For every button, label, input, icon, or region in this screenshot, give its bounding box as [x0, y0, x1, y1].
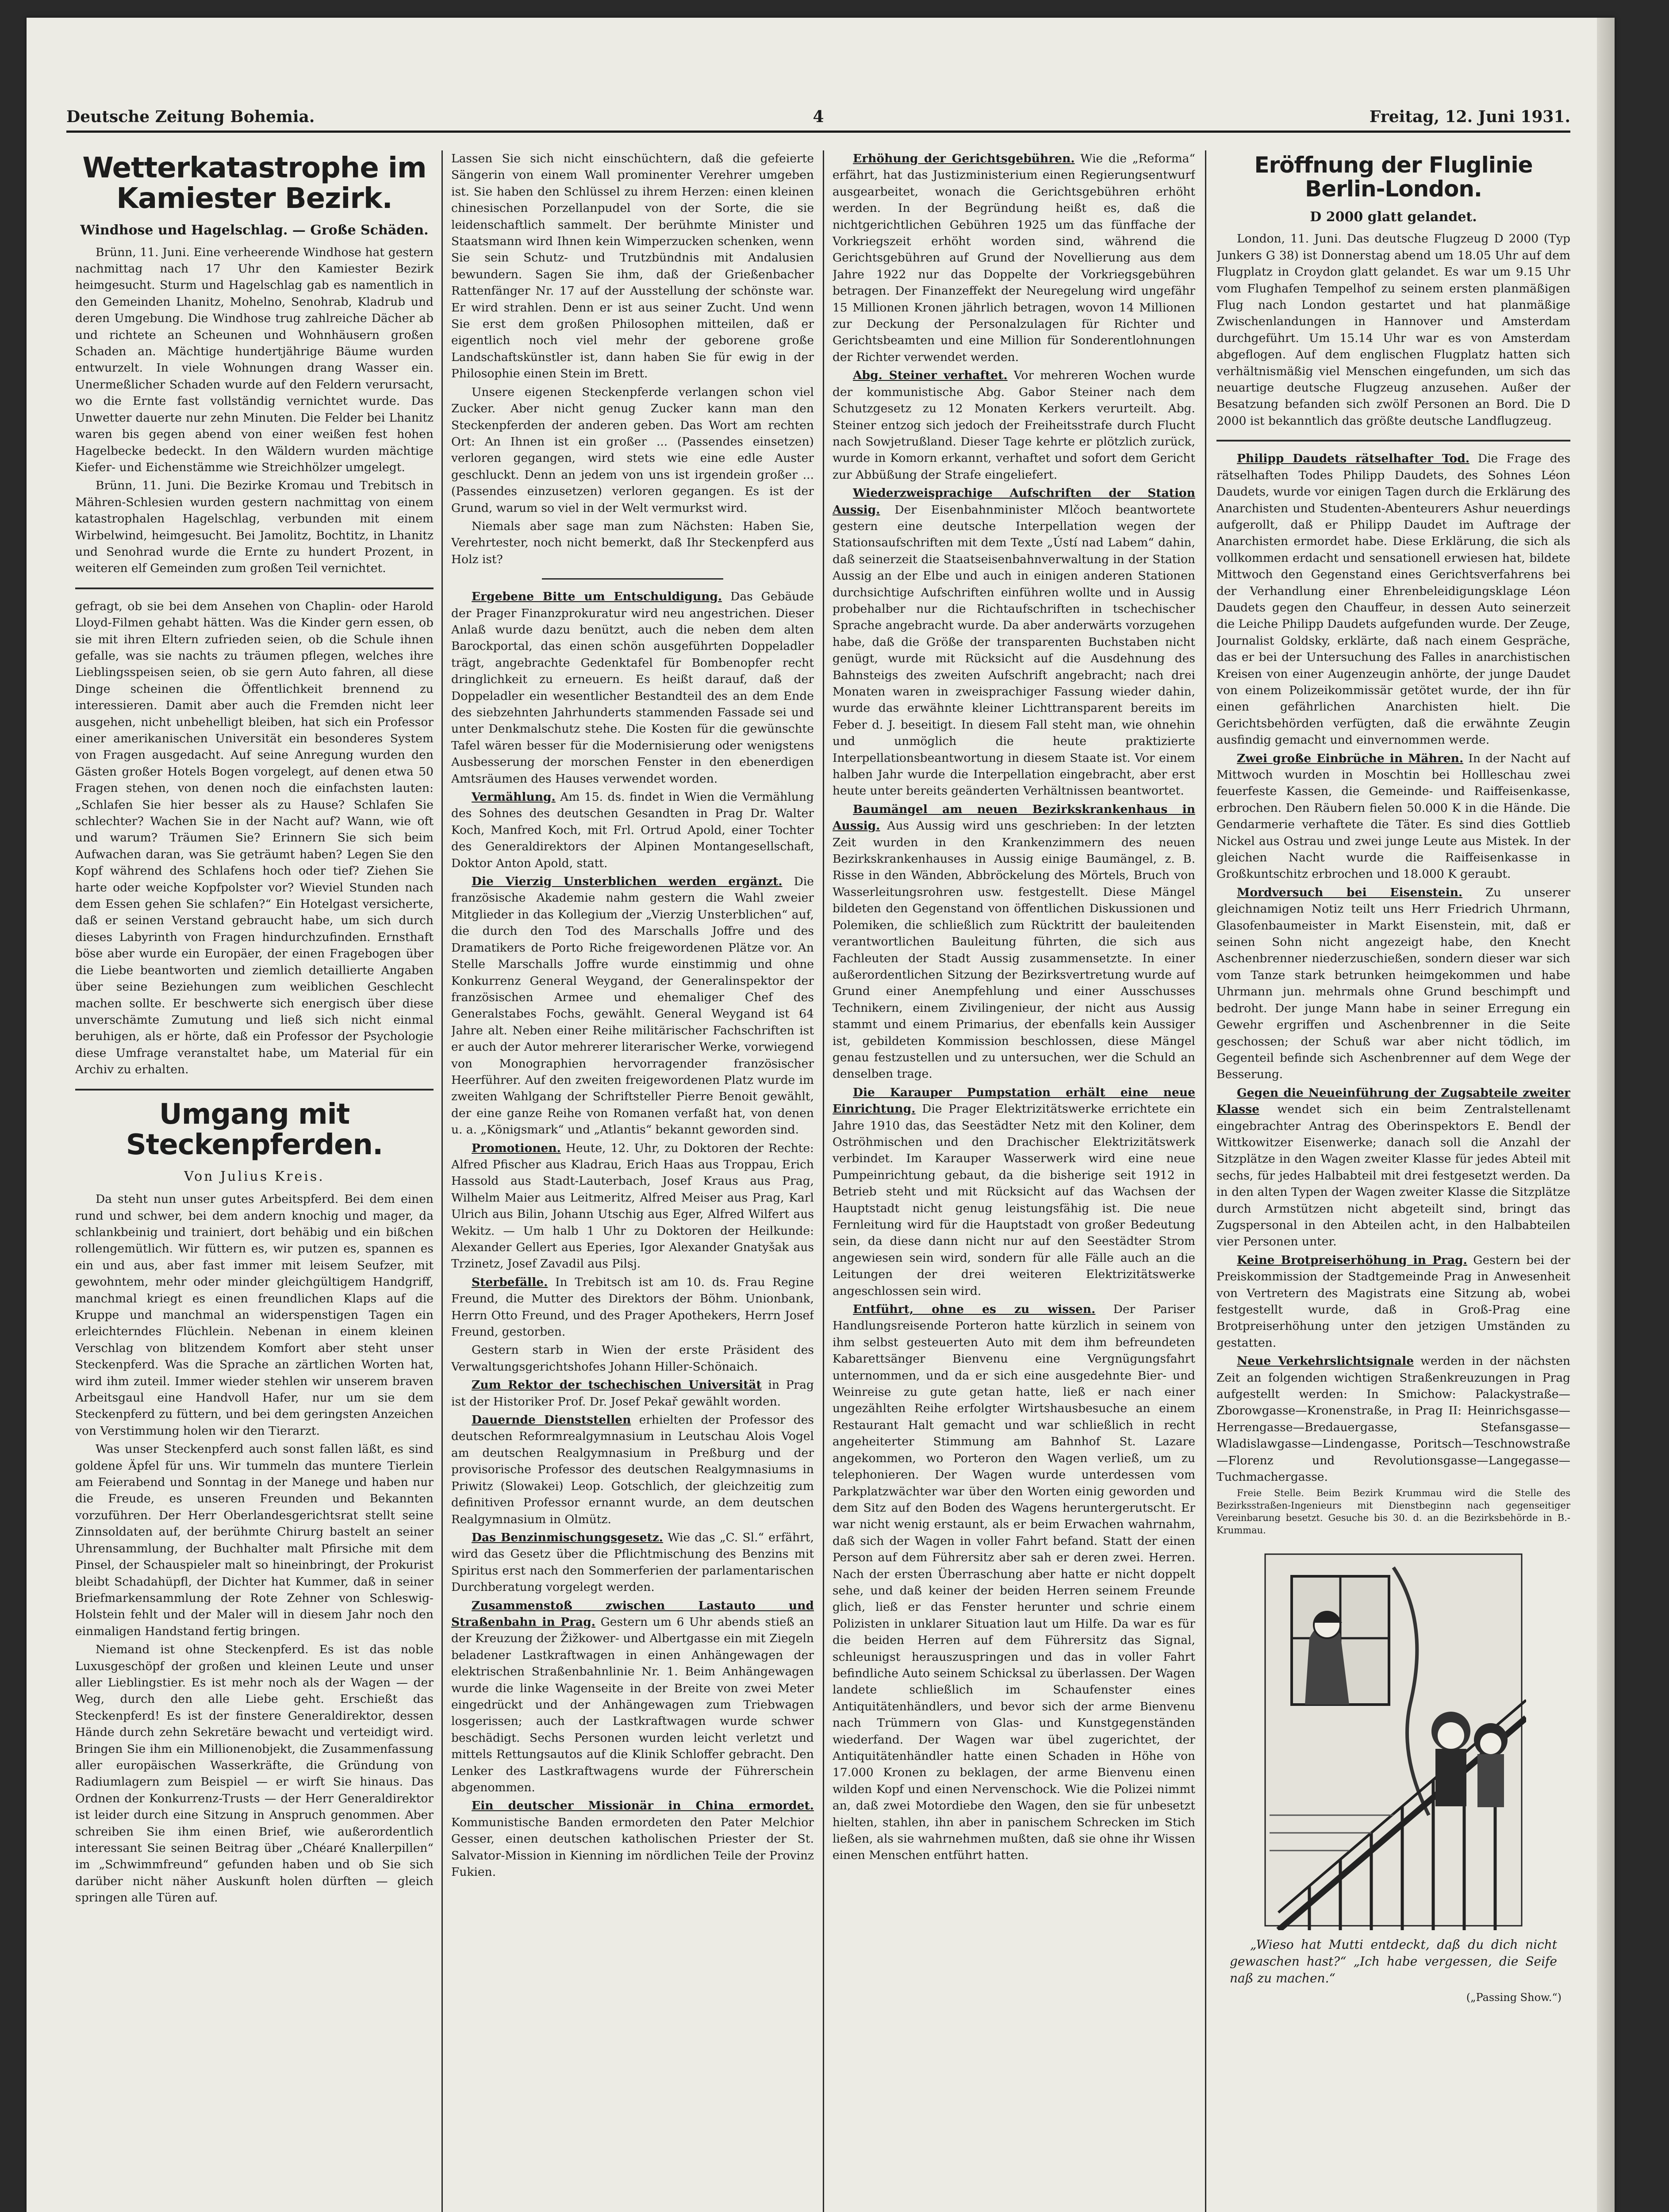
cartoon-credit: („Passing Show.“) — [1466, 1991, 1562, 2004]
news-item-body: werden in der nächsten Zeit an folgenden wichtigen Straßenkreuzungen in Prag aufgestellt werden: In Smichow: Palackystraße—Zborowgasse—Kronenstraße, in Prag II: Heinrichsgasse—Herrengasse—Bredauergasse, Stefansgasse—Wladislawgasse—Lindengasse, Poritsch—Teschnowstraße—Florenz und Revolutionsgasse—Langegasse—Tuchmachergasse. — [1216, 1354, 1570, 1484]
news-item-body: Wie das „C. Sl.“ erfährt, wird das Gesetz über die Pflichtmischung des Benzins mit Spiritus erst nach den Sommerferien der parlamentarischen Durchberatung vorgelegt werden. — [451, 1530, 814, 1594]
news-item-title: Mordversuch bei Eisenstein. — [1237, 885, 1463, 899]
news-item-title: Die Karauper Pumpstation erhält eine neue Einrichtung. — [833, 1085, 1195, 1116]
cartoon-caption: „Wieso hat Mutti entdeckt, daß du dich nicht gewaschen hast?“ „Ich habe vergessen, die Seife naß zu machen.“ — [1230, 1937, 1557, 1986]
news-item-title: Sterbefälle. — [472, 1275, 548, 1289]
news-item-body: Am 15. ds. findet in Wien die Vermählung des Sohnes des deutschen Gesandten in Prag Dr. Walter Koch, Manfred Koch, mit Frl. Ortrud Apold, einer Tochter des Generaldirektors der Alpinen Montangesellschaft, Doktor Anton Apold, statt. — [451, 790, 814, 870]
news-item — [833, 801, 1195, 1083]
news-item — [1216, 750, 1570, 883]
news-item — [1216, 1353, 1570, 1485]
column-3 — [833, 150, 1195, 2212]
news-item-title: Gegen die Neueinführung der Zugsabteile zweiter Klasse — [1216, 1086, 1570, 1117]
page-edge — [1597, 18, 1615, 2212]
subheadline-flight: D 2000 glatt gelandet. — [1310, 209, 1477, 225]
column-rule — [823, 150, 824, 2212]
news-item — [1216, 450, 1570, 748]
news-item-body: Kommunistische Banden ermordeten den Pater Melchior Gesser, einen deutschen katholischen Priester der St. Salvator-Mission in Kienning im nördlichen Teile der Provinz Fukien. — [451, 1815, 814, 1879]
news-item — [451, 588, 814, 787]
news-item — [1216, 884, 1570, 1083]
article-paragraph: Was unser Steckenpferd auch sonst fallen läßt, es sind goldene Äpfel für uns. Wir tummeln das muntere Tierlein am Feierabend und Sonntag in der Manege und haben nur die Freude, es unseren Freunden und Bekannten vorzuführen. Der Herr Oberlandesgerichtsrat stellt seine Zinnsoldaten auf, der berühmte Chirurg bastelt an seiner Uhrensammlung, der Buchhalter malt Pfirsiche mit dem Pinsel, der Schauspieler malt so hineinbringt, der Prokurist bleibt Schadahüpfl, der Dichter hat Kummer, daß in seiner Briefmarkensammlung der Rote Zehner von Schleswig-Holstein fehlt und der Maler will in diesem Jahr noch den einmaligen Handstand fertig bringen. — [75, 1442, 434, 1638]
news-item-body: Vor mehreren Wochen wurde der kommunistische Abg. Gabor Steiner nach dem Schutzgesetz zu 12 Monaten Kerkers verurteilt. Abg. Steiner entzog sich jedoch der Freiheitsstrafe durch Flucht nach Sowjetrußland. Dieser Tage kehrte er plötzlich zurück, wurde in Komorn erkannt, verhaftet und sofort dem Gericht zur Abbüßung der Strafe eingeliefert. — [833, 369, 1195, 482]
headline-flight: Eröffnung der Fluglinie Berlin-London. — [1254, 152, 1533, 202]
news-item — [833, 367, 1195, 483]
news-item — [451, 1797, 814, 1880]
news-item-title: Das Benzinmischungsgesetz. — [472, 1530, 664, 1544]
article-paragraph: Niemand ist ohne Steckenpferd. Es ist das noble Luxusgeschöpf der großen und kleinen Leute und unser aller Lieblingstier. Es ist mehr noch als der Wagen — der Weg, durch den alle Liebe geht. Erschießt das Steckenpferd! Es ist der finstere Generaldirektor, dessen Hände durch zehn Sekretäre bewacht und verteidigt wird. Bringen Sie ihm ein Millionenobjekt, die Zusammenfassung aller europäischen Wasserkräfte, die Gründung von Radiumlagern zum Beispiel — er wirft Sie hinaus. Das Ordnen der Konkurrenz-Trusts — der Herr Generaldirektor ist leider durch eine Sitzung in Anspruch genommen. Aber schreiben Sie ihm einen Brief, wie außerordentlich interessant Sie seinen Beitrag über „Chéaré Knallerpillen“ im „Schwimmfreund“ gefunden haben und ob Sie sich darüber nicht näher Auskunft holen dürften — gleich springen alle Türen auf. — [75, 1643, 434, 1905]
news-item-body: Aus Aussig wird uns geschrieben: In der letzten Zeit wurden in den Krankenzimmern des neuen Bezirkskrankenhauses in Aussig einige Baumängel, z. B. Risse in den Wänden, Abbröckelung des Mörtels, Bruch von Wasserleitungsrohren usw. festgestellt. Diese Mängel bildeten den Gegenstand von öffentlichen Diskussionen und Polemiken, die schließlich zum Rücktritt der bauleitenden verantwortlichen Bauleitung führten, die sich aus Fachleuten der Stadt Aussig zusammensetzte. In einer außerordentlichen Sitzung der Bezirksvertretung wurde auf Grund einer Anempfehlung und einer Ausschusses Technikern, einem Zivilingenieur, der nicht aus Aussig stammt und einem Primarius, der ebenfalls kein Aussiger ist, gebildeten Kommission beschlossen, diese Mängel genau festzustellen und zu untersuchen, wer die Schuld an denselben trage. — [833, 819, 1195, 1081]
news-item-body: Die Prager Elektrizitätswerke errichtete ein Jahre 1910 das, das Seestädter Netz mit den Koliner, dem Oströhmischen und den Drachischer Elektrizitätswerk verbindet. Im Karauper Wasserwerk wird eine neue Pumpeinrichtung gebaut, da die bisherige seit 1912 in Betrieb steht und mit Rücksicht auf das Wachsen der Hauptstadt nicht genug leistungsfähig ist. Die neue Fernleitung wird für die Hauptstadt von großer Bedeutung sein, da diese dann nicht nur auf den Seestädter Strom angewiesen sein wird, sondern für alle Fälle auch an die Leitungen der drei weiteren Elektrizitätswerke angeschlossen sein wird. — [833, 1102, 1195, 1298]
headline-hobbyhorses: Umgang mit Steckenpferden. — [126, 1098, 383, 1161]
news-item-title: Vermählung. — [472, 790, 556, 804]
article-divider — [75, 1089, 434, 1091]
news-item-title: Promotionen. — [472, 1141, 561, 1155]
news-item-body: in Prag ist der Historiker Prof. Dr. Josef Pekař gewählt worden. — [451, 1378, 814, 1409]
news-item — [1216, 1252, 1570, 1351]
news-item — [451, 789, 814, 872]
news-item — [451, 1529, 814, 1596]
news-item-title: Keine Brotpreiserhöhung in Prag. — [1237, 1253, 1467, 1267]
article-paragraph: Brünn, 11. Juni. Eine verheerende Windhose hat gestern nachmittag nach 17 Uhr den Kamiester Bezirk heimgesucht. Sturm und Hagelschlag gab es namentlich in den Gemeinden Lhanitz, Mohelno, Senohrab, Kladrub und deren Umgebung. Die Windhose trug zahlreiche Dächer ab und richtete an Scheunen und Wohnhäusern großen Schaden an. Mächtige hundertjährige Bäume wurden entwurzelt. In viele Wohnungen drang Wasser ein. Unermeßlicher Schaden wurde auf den Feldern verursacht, wo die Ernte fast vollständig vernichtet wurde. Das Unwetter dauerte nur zehn Minuten. Die Felder bei Lhanitz waren bis gegen abend von einer weißen fest hohen Hagelbecke bedeckt. In den Wäldern wurden mächtige Kiefer- und Eichenstämme wie Streichhölzer umgelegt. — [75, 245, 434, 474]
news-item — [451, 1377, 814, 1410]
page-number: 4 — [813, 108, 824, 126]
article-paragraph: Brünn, 11. Juni. Die Bezirke Kromau und Trebitsch in Mähren-Schlesien wurden gestern nachmittag von einem katastrophalen Hagelschlag, verbunden mit einem Wirbelwind, heimgesucht. Bei Jamolitz, Bochtitz, in Lhanitz und Senohrad wurde die Ernte zu hundert Prozent, in weiteren elf Gemeinden zum großen Teil vernichtet. — [75, 479, 434, 576]
column-4 — [1216, 150, 1570, 2212]
column-rule — [1205, 150, 1206, 2212]
column-2 — [451, 150, 814, 2212]
news-item — [451, 1274, 814, 1340]
news-item-body: erhielten der Professor des deutschen Reformrealgymnasium in Leutschau Alois Vogel am deutschen Realgymnasium in Preßburg und der provisorische Professor des deutschen Realgymnasiums in Priwitz (Slowakei) Leop. Gotschlich, der gleichzeitig zum definitiven Professor ernannt wurde, an dem deutschen Realgymnasium in Olmütz. — [451, 1413, 814, 1526]
headline-weather: Wetterkatastrophe im Kamiester Bezirk. — [82, 152, 426, 215]
news-item-title: Dauernde Dienststellen — [472, 1413, 631, 1427]
classified-notice: Freie Stelle. Beim Bezirk Krummau wird die Stelle des Bezirksstraßen-Ingenieurs mit Dienstbeginn nach gegenseitiger Vereinbarung besetzt. Gesuche bis 30. d. an die Bezirksbehörde in B.-Krummau. — [1216, 1488, 1570, 1536]
masthead-line — [66, 102, 1570, 133]
news-item-title: Baumängel am neuen Bezirkskrankenhaus in Aussig. — [833, 802, 1195, 833]
byline: Von Julius Kreis. — [184, 1168, 325, 1184]
news-item-body: Zu unserer gleichnamigen Notiz teilt uns Herr Friedrich Uhrmann, Glasofenbaumeister in Markt Eisenstein, mit, daß er seinen Sohn nicht angezeigt habe, den Knecht Aschenbrenner niederzuschießen, sondern dieser war sich vom Tanze stark betrunken heimgekommen und habe Uhrmann jun. mehrmals ohne Grund beschimpft und bedroht. Der junge Mann habe in seiner Erregung ein Gewehr ergriffen und Aschenbrenner in die Seite geschossen; der Schuß war aber nicht tödlich, im Gegenteil befinde sich Aschenbrenner auf dem Wege der Besserung. — [1216, 885, 1570, 1082]
article-paragraph: London, 11. Juni. Das deutsche Flugzeug D 2000 (Typ Junkers G 38) ist Donnerstag abend um 18.05 Uhr auf dem Flugplatz in Croydon glatt gelandet. Es war um 9.15 Uhr vom Flughafen Tempelhof zu seinem ersten planmäßigen Flug nach London gestartet und hat planmäßige Zwischenlandungen in Hannover und Amsterdam durchgeführt. Um 15.14 Uhr war es von Amsterdam abgeflogen. Auf dem englischen Flugplatz hatten sich verhältnismäßig viel Menschen eingefunden, um sich das neuartige deutsche Flugzeug anzusehen. Außer der Besatzung befanden sich zwölf Personen an Bord. Die D 2000 ist bekanntlich das größte deutsche Landflugzeug. — [1216, 232, 1570, 428]
news-item-title: Die Vierzig Unsterblichen werden ergänzt. — [472, 875, 783, 889]
column-rule — [441, 150, 443, 2212]
issue-date: Freitag, 12. Juni 1931. — [1369, 108, 1570, 126]
news-item — [451, 1140, 814, 1272]
news-item — [451, 1598, 814, 1796]
news-item-body: Der Eisenbahnminister Mlčoch beantwortete gestern eine deutsche Interpellation wegen der Stationsaufschriften mit dem Texte „Ústí nad Labem“ dahin, daß seinerzeit die Staatseisenbahnverwaltung in der Station Aussig an der Elbe und auch in einigen anderen Stationen durchsichtige Aufschriften einführen wollte und in Aussig probehalber nur die Richtaufschriften in tschechischer Sprache angebracht wurde. Da aber anderwärts vorzugehen habe, daß die Größe der transparenten Buchstaben nicht genügt, wurde mit Rücksicht auf die Ausdehnung des Bahnsteigs des zweiten Aufschrift angebracht; nach drei Monaten waren in zweisprachiger Fassung wieder dahin, wurde das erwähnte kleiner Lichttransparent bereits im Feber d. J. beseitigt. In diesem Fall steht man, wie ohnehin und unmöglich die heute praktizierte Interpellationsbeantwortung in diesem Staate ist. Vor einem halben Jahr wurde die Interpellation eingebracht, aber erst heute unter bereits geänderten Verhältnissen beantwortet. — [833, 503, 1195, 798]
cartoon-illustration — [1261, 1550, 1526, 1930]
article-divider — [75, 588, 434, 589]
news-item-title: Zusammenstoß zwischen Lastauto und Straßenbahn in Prag. — [451, 1598, 814, 1629]
article-paragraph: Lassen Sie sich nicht einschüchtern, daß die gefeierte Sängerin von einem Wall prominenter Verehrer umgeben ist. Sie haben den Schlüssel zu ihrem Herzen: einen kleinen chinesischen Porzellanpudel von der Sorte, die sie leidenschaftlich sammelt. Der berühmte Minister und Staatsmann wird Ihnen kein Wimperzucken schenken, wenn Sie sein Schutz- und Trutzbündnis mit Andalusien bewundern. Sagen Sie ihm, daß der Grießenbacher Rattenfänger Nr. 17 auf der Ausstellung der schönste war. Er wird strahlen. Denn er ist aus seiner Zucht. Und wenn Sie erst dem großen Philosophen mitteilen, daß er eigentlich noch viel mehr der geborene große Landschaftskünstler ist, dann haben Sie für ewig in der Philosophie einen Stein im Brett. — [451, 152, 814, 381]
news-item-title: Neue Verkehrslichtsignale — [1237, 1354, 1414, 1368]
news-item-body: Wie die „Reforma“ erfährt, hat das Justizministerium einen Regierungsentwurf ausgearbeitet, wonach die Gerichtsgebühren erhöht werden. In der Begründung heißt es, daß die nichtgerichtlichen Gebühren 1925 um das fünffache der Vorkriegszeit erhöht worden sind, während die Gerichtsgebühren auf Grund der Novellierung aus dem Jahre 1922 nur das Doppelte der Vorkriegsgebühren betragen. Der Finanzeffekt der Neuregelung wird ungefähr 15 Millionen Kronen jährlich betragen, wovon 14 Millionen zur Deckung der Personalzulagen für Richter und Gerichtsbeamten und eine Million für Sonderentlohnungen der Richter verwendet werden. — [833, 152, 1195, 364]
news-item-body: Gestern bei der Preiskommission der Stadtgemeinde Prag in Anwesenheit von Vertretern des Magistrats eine Sitzung ab, wobei festgestellt wurde, daß in Groß-Prag eine Brotpreiserhöhung unter den jetzigen Umständen zu gestatten. — [1216, 1253, 1570, 1350]
article-divider — [1216, 440, 1570, 442]
news-item-body: wendet sich ein beim Zentralstellenamt eingebrachter Antrag des Oberinspektors E. Bendl der Wittkowitzer Eisenwerke; danach soll die Anzahl der Sitzplätze in den Wagen zweiter Klasse für jedes Abteil mit sechs, für jedes Halbabteil mit drei festgesetzt werden. Da in den alten Typen der Wagen zweiter Klasse die Sitzplätze durch Armstützen nicht abgeteilt sind, bringt das Zugspersonal in den Abteilen acht, in den Halbabteilen vier Personen unter. — [1216, 1102, 1570, 1249]
news-item-body: Heute, 12. Uhr, zu Doktoren der Rechte: Alfred Pfischer aus Kladrau, Erich Haas aus Troppau, Erich Hassold aus Stadt-Lauterbach, Josef Kraus aus Prag, Wilhelm Maier aus Leitmeritz, Alfred Meiser aus Prag, Karl Ulrich aus Bilin, Johann Utschig aus Eger, Alfred Wilfert aus Wekitz. — Um halb 1 Uhr zu Doktoren der Heilkunde: Alexander Gellert aus Eperies, Igor Alexander Gnatyšak aus Trzinetz, Josef Zavadil aus Pilsj. — [451, 1141, 814, 1271]
column-1 — [75, 150, 434, 2212]
news-item — [833, 485, 1195, 799]
news-item — [833, 150, 1195, 365]
news-item-title: Philipp Daudets rätselhafter Tod. — [1237, 452, 1469, 466]
news-item-title: Erhöhung der Gerichtsgebühren. — [853, 152, 1075, 165]
news-item-title: Abg. Steiner verhaftet. — [853, 369, 1008, 383]
article-paragraph: Da steht nun unser gutes Arbeitspferd. Bei dem einen rund und schwer, bei dem andern knochig und mager, da schlankbeinig und trainiert, dort behäbig und ein bißchen rollengemütlich. Wir füttern es, wir putzen es, spannen es ein und aus, aber fast immer mit leisem Seufzer, mit gewohntem, mehr oder minder gleichgültigem Handgriff, manchmal kriegt es einen freundlichen Klaps auf die Kruppe und manchmal an widerspenstigen Tagen ein erleichterndes Flüchlein. Nebenan in einem kleinen Verschlag von blitzendem Komfort aber steht unser Steckenpferd. Was die Sprache an zärtlichen Worten hat, wird ihm zuteil. Immer wieder stehlen wir unserem braven Arbeitsgaul eine Handvoll Hafer, nur um sie dem Steckenpferd zu füttern, und bei dem geringsten Anzeichen von Verstimmung holen wir den Tierarzt. — [75, 1192, 434, 1438]
news-item-title: Entführt, ohne es zu wissen. — [853, 1302, 1096, 1317]
news-item — [451, 873, 814, 1138]
news-item-title: Zum Rektor der tschechischen Universität — [472, 1378, 762, 1392]
news-item — [833, 1084, 1195, 1299]
news-item-title: Wiederzweisprachige Aufschriften der Station Aussig. — [833, 486, 1195, 517]
news-item-body: Der Pariser Handlungsreisende Porteron hatte kürzlich in seinem von ihm selbst gesteuerten Auto mit dem ihm befreundeten Kabarettsänger Bienvenu eine Vergnügungsfahrt unternommen, und da er sich eine ausgedehnte Bier- und Weinreise zu gute getan hatte, ließ er nach einer ungezählten Reihe erfolgter Wirtshausbesuche an einem Restaurant Halt gemacht und war schließlich in recht angeheiterter Stimmung am Bahnhof St. Lazare angekommen, wo Porteron den Wagen verließ, um zu telephonieren. Der Wagen wurde unterdessen vom Parkplatzwächter war über den Worten einig geworden und dem Sitz auf den Boden des Wagens heruntergerutscht. Er war nicht wenig erstaunt, als er beim Erwachen wahrnahm, daß sich der Wagen in voller Fahrt befand. Statt der einen Person auf dem Führersitz aber sah er deren zwei. Herren. Nach der ersten Überraschung aber hatte er nicht doppelt sehe, und daß keiner der beiden Herren seinem Freunde glich, ließ er das Fenster herunter und schrie einem Polizisten in unklarer Situation laut um Hilfe. Da war es für die beiden Herren auf dem Führersitz das Signal, schleunigst herauszuspringen und das in voller Fahrt befindliche Auto seinem Schicksal zu überlassen. Der Wagen landete schließlich im Schaufenster eines Antiquitätenhändlers, und bevor sich der arme Bienvenu nach Trümmern von Glas- und Kunstgegenständen wiederfand. Der Wagen war übel zugerichtet, der Antiquitätenhändler hatte einen Schaden in Höhe von 17.000 Kronen zu beklagen, der arme Bienvenu einen wilden Kopf und einen Nervenschock. Wie die Polizei nimmt an, daß zwei Motordiebe den Wagen, den sie für unbesetzt hielten, stahlen, ihn aber in panischem Schrecken im Stich ließen, als sie wahrnehmen mußten, daß sie ohne ihr Wissen einen Menschen entführt hatten. — [833, 1302, 1195, 1863]
news-item-title: Ergebene Bitte um Entschuldigung. — [472, 590, 722, 604]
article-paragraph: gefragt, ob sie bei dem Ansehen von Chaplin- oder Harold Lloyd-Filmen gehabt hätten. Was die Kinder gern essen, ob sie mit ihren Eltern zufrieden seien, ob die Schule ihnen gefalle, was sie nachts zu träumen pflegen, welches ihre Lieblingsspeisen seien, ob sie gern Auto fahren, all diese Dinge scheinen die Öffentlichkeit brennend zu interessieren. Damit aber auch die Fremden nicht leer ausgehen, nicht unbehelligt bleiben, hat sich ein Professor einer amerikanischen Universität ein besonderes System von Fragen ausgedacht. Auf seine Anregung wurden den Gästen großer Hotels Bogen vorgelegt, auf denen etwa 50 Fragen stehen, von denen noch die einfachsten lauten: „Schlafen Sie hier besser als zu Hause? Schlafen Sie schlechter? Wachen Sie in der Nacht auf? Wann, wie oft und warum? Träumen Sie? Erinnern Sie sich beim Aufwachen daran, was Sie geträumt haben? Legen Sie den Kopf während des Schlafens hoch oder tief? Ziehen Sie harte oder weiche Kopfpolster vor? Wieviel Stunden nach dem Essen gehen Sie schlafen?“ Ein Hotelgast versicherte, daß er seinen Verstand gebraucht habe, um sich durch dieses Labyrinth von Fragen hindurchzufinden. Ernsthaft böse aber wurde ein Europäer, der einen Fragebogen über die Liebe beantworten und ziemlich detaillierte Angaben über seine Beziehungen zum weiblichen Geschlecht machen sollte. Er beschwerte sich energisch über diese unverschämte Zumutung und ließ sich nicht einmal beruhigen, als er hörte, daß ein Professor der Psychologie diese Umfrage veranstaltet habe, um Material für ein Archiv zu erhalten. — [75, 599, 434, 1077]
news-item — [451, 1412, 814, 1528]
news-item-body: In der Nacht auf Mittwoch wurden in Moschtin bei Hollleschau zwei feuerfeste Kassen, die Gemeinde- und Raiffeisenkasse, erbrochen. Den Räubern fielen 50.000 K in die Hände. Die Gendarmerie verhaftete die Täter. Es sind dies Gottlieb Nickel aus Ostrau und zwei junge Leute aus Mistek. In der gleichen Nacht wurde die Raiffeisenkasse in Großkuntschitz erbrochen und 18.000 K geraubt. — [1216, 751, 1570, 881]
news-item — [833, 1301, 1195, 1864]
article-paragraph: Unsere eigenen Steckenpferde verlangen schon viel Zucker. Aber nicht genug Zucker kann man den Steckenpferden der anderen geben. Das Wort am rechten Ort: An Ihnen ist ein großer ... (Passendes einsetzen) verloren gegangen, wird stets wie eine edle Auster geschluckt. Denn an jedem von uns ist irgendein großer ... (Passendes einzusetzen) verloren gegangen. Es ist der Grund, warum so viel in der Welt vermurkst wird. — [451, 385, 814, 515]
article-paragraph: Niemals aber sage man zum Nächsten: Haben Sie, Verehrtester, noch nicht bemerkt, daß Ihr Steckenpferd aus Holz ist? — [451, 519, 814, 566]
news-item-body: In Trebitsch ist am 10. ds. Frau Regine Freund, die Mutter des Direktors der Böhm. Unionbank, Herrn Otto Freund, und des Prager Apothekers, Herrn Josef Freund, gestorben. — [451, 1275, 814, 1339]
subheadline-weather: Windhose und Hagelschlag. — Große Schäden. — [80, 223, 429, 238]
news-item-body: Das Gebäude der Prager Finanzprokuratur wird neu angestrichen. Dieser Anlaß wurde dazu benützt, auch die neben dem alten Barockportal, das einen schön ausgeführten Doppeladler trägt, angebrachte Gedenktafel für Bombenopfer recht dringlichkeit zu erneuern. Es heißt darauf, daß der Doppeladler ein wesentlicher Bestandteil des an dem Ende des siebzehnten Jahrhunderts stammenden Fassade sei und unter Denkmalschutz stehe. Die Kosten für die gewünschte Tafel wären besser für die Modernisierung oder wenigstens Ausbesserung der morschen Fenster in den ebenerdigen Amtsräumen des Hauses verwendet worden. — [451, 590, 814, 786]
news-item-body: Die französische Akademie nahm gestern die Wahl zweier Mitglieder in das Kollegium der „Vierzig Unsterblichen“ auf, die durch den Tod des Marschalls Joffre und des Dramatikers de Porto Riche freigewordenen Plätze vor. An Stelle Marschalls Joffre wurde einstimmig und ohne Konkurrenz General Weygand, der Generalinspektor der französischen Armee und ehemaliger Chef des Generalstabes Fochs, gewählt. General Weygand ist 64 Jahre alt. Neben einer Reihe militärischer Fachschriften ist er auch der Autor mehrerer literarischer Werke, vorwiegend von Monographien hervorragender französischer Heerführer. Auf den zweiten freigewordenen Platz wurde im zweiten Wahlgang der Schriftsteller Pierre Benoit gewählt, der eine ganze Reihe von Romanen verfaßt hat, von denen u. a. „Königsmark“ und „Atlantis“ bekannt geworden sind. — [451, 875, 814, 1137]
news-item-body: Gestern um 6 Uhr abends stieß an der Kreuzung der Žižkower- und Albertgasse ein mit Ziegeln beladener Lastkraftwagen in einen Anhängewagen der elektrischen Straßenbahnlinie Nr. 1. Beim Anhängewagen wurde die linke Wagenseite in der Breite von zwei Meter eingedrückt und der Anhängewagen zum Triebwagen losgerissen; auch der Lastkraftwagen wurde schwer beschädigt. Sechs Personen wurden leicht verletzt und mittels Rettungsautos auf die Klinik Schloffer gebracht. Den Lenker des Lastkraftwagens wurde der Führerschein abgenommen. — [451, 1615, 814, 1794]
news-item-title: Zwei große Einbrüche in Mähren. — [1237, 751, 1464, 765]
article-paragraph: Gestern starb in Wien der erste Präsident des Verwaltungsgerichtshofes Johann Hiller-Schönaich. — [451, 1343, 814, 1374]
news-item — [1216, 1085, 1570, 1250]
news-item-body: Die Frage des rätselhaften Todes Philipp Daudets, des Sohnes Léon Daudets, wurde vor einigen Tagen durch die Erklärung des Anarchisten und Studenten-Abenteurers Ashur neuerdings aufgerollt, daß er Philipp Daudet im Auftrage der Anarchisten ermordet habe. Diese Erklärung, die sich als vollkommen erdacht und sensationell erwiesen hat, bildete Mittwoch den Gegenstand eines Gerichtsverfahrens bei der Verhandlung einer Ehrenbeleidigungsklage Léon Daudets gegen den Chauffeur, in dessen Auto seinerzeit die Leiche Philipp Daudets aufgefunden wurde. Der Zeuge, Journalist Goldsky, erklärte, daß nach einem Gespräche, das er bei der Untersuchung des Falles in anarchistischen Kreisen von einer Augenzeugin anhörte, der junge Daudet von einem Polizeikommissär getötet wurde, der ihn für einen gefährlichen Anarchisten hielt. Die Gerichtsbehörden verfügten, daß die erwähnte Zeugin ausfindig gemacht und einvernommen werde. — [1216, 452, 1570, 747]
news-item-title: Ein deutscher Missionär in China ermordet. — [472, 1799, 814, 1813]
newspaper-page — [27, 18, 1615, 2212]
article-divider — [542, 578, 723, 580]
paper-name: Deutsche Zeitung Bohemia. — [66, 108, 315, 126]
